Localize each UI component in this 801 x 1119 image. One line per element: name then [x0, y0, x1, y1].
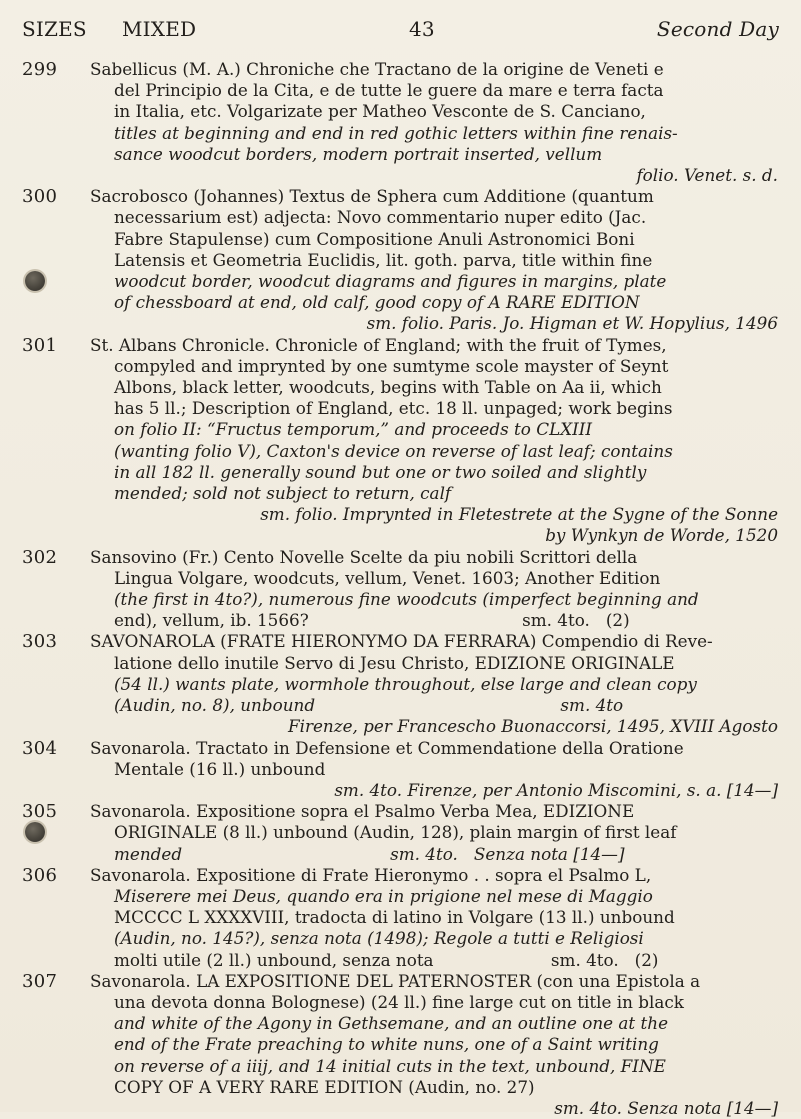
description-line: Albons, black letter, woodcuts, begins with Table on Aa ii, which: [114, 377, 662, 398]
lot-number: 305: [22, 801, 58, 823]
description-line: and white of the Agony in Gethsemane, and an outline one at the: [114, 1013, 668, 1034]
description-line: sance woodcut borders, modern portrait inserted, vellum: [114, 143, 603, 164]
lot-entry-306: [0, 865, 801, 971]
lot-list: [0, 59, 801, 1119]
description-line: titles at beginning and end in red gothic letters within fine renais-: [114, 122, 678, 143]
lot-description: [90, 738, 778, 802]
running-header: [22, 17, 779, 45]
description-line: mended sm. 4to. Senza nota [14—]: [114, 843, 625, 864]
description-line: (54 ll.) wants plate, wormhole throughout, else large and clean copy: [114, 673, 697, 694]
description-line: del Principio de la Cita, e de tutte le guere da mare e terra facta: [114, 80, 664, 101]
lot-entry-300: [0, 186, 801, 334]
description-line: (Audin, no. 145?), senza nota (1498); Regole a tutti e Religiosi: [114, 928, 644, 949]
description-line: end), vellum, ib. 1566? sm. 4to. (2): [114, 610, 630, 631]
description-line: Miserere mei Deus, quando era in prigione nel mese di Maggio: [114, 885, 653, 906]
lot-number: 306: [22, 864, 58, 886]
description-line: molti utile (2 ll.) unbound, senza nota sm. 4to. (2): [114, 949, 659, 970]
description-line: Lingua Volgare, woodcuts, vellum, Venet. 1603; Another Edition: [114, 567, 661, 588]
description-line: Savonarola. Expositione di Frate Hieronymo . . sopra el Psalmo L,: [90, 864, 652, 885]
lot-description: [90, 335, 778, 547]
description-line: (wanting folio V), Caxton's device on reverse of last leaf; contains: [114, 440, 673, 461]
description-line: Sabellicus (M. A.) Chroniche che Tractano de la origine de Veneti e: [90, 59, 664, 79]
page-number: 43: [409, 17, 435, 41]
description-line: MCCCC L XXXXVIII, tradocta di latino in Volgare (13 ll.) unbound: [114, 907, 675, 928]
lot-number: 299: [22, 59, 58, 80]
lot-entry-304: [0, 738, 801, 802]
lot-description: [90, 801, 778, 865]
description-line: mended; sold not subject to return, calf: [114, 483, 452, 504]
lot-number: 307: [22, 970, 58, 992]
lot-entry-303: [0, 631, 801, 737]
description-line: SAVONAROLA (FRATE HIERONYMO DA FERRARA) Compendio di Reve-: [90, 631, 713, 652]
description-line: has 5 ll.; Description of England, etc. 18 ll. unpaged; work begins: [114, 398, 673, 419]
lot-description: [90, 865, 778, 971]
lot-entry-305: [0, 801, 801, 865]
lot-description: [90, 59, 778, 186]
lot-description: [90, 631, 778, 737]
description-line: Savonarola. LA EXPOSITIONE DEL PATERNOSTER (con una Epistola a: [90, 970, 701, 991]
header-mixed: MIXED: [122, 17, 197, 41]
description-line: Sacrobosco (Johannes) Textus de Sphera cum Additione (quantum: [90, 186, 654, 207]
header-day: Second Day: [656, 17, 779, 41]
lot-number: 304: [22, 737, 58, 759]
description-line: Sansovino (Fr.) Cento Novelle Scelte da piu nobili Scrittori della: [90, 546, 638, 567]
description-line: of chessboard at end, old calf, good copy of A RARE EDITION: [114, 292, 640, 313]
lot-entry-302: [0, 547, 801, 632]
description-line: on reverse of a iiij, and 14 initial cuts in the text, unbound, FINE: [114, 1055, 666, 1076]
imprint-line: sm. folio. Paris. Jo. Higman et W. Hopylius, 1496: [366, 313, 778, 334]
description-line: woodcut border, woodcut diagrams and figures in margins, plate: [114, 271, 667, 292]
description-line: in all 182 ll. generally sound but one or two soiled and slightly: [114, 461, 647, 482]
imprint-line: sm. folio. Imprynted in Fletestrete at the Sygne of the Sonne: [260, 504, 778, 525]
description-line: (Audin, no. 8), unbound sm. 4to: [114, 695, 624, 716]
description-line: necessarium est) adjecta: Novo commentario nuper edito (Jac.: [114, 207, 647, 228]
imprint-line: by Wynkyn de Worde, 1520: [545, 525, 778, 546]
lot-description: [90, 547, 778, 632]
description-line: Savonarola. Tractato in Defensione et Commendatione della Oratione: [90, 737, 684, 758]
description-line: in Italia, etc. Volgarizate per Matheo Vesconte de S. Canciano,: [114, 101, 646, 122]
description-line: COPY OF A VERY RARE EDITION (Audin, no. 27): [114, 1076, 535, 1097]
description-line: end of the Frate preaching to white nuns, one of a Saint writing: [114, 1034, 659, 1055]
description-line: (the first in 4to?), numerous fine woodcuts (imperfect beginning and: [114, 589, 699, 610]
description-line: Fabre Stapulense) cum Compositione Anuli Astronomici Boni: [114, 228, 635, 249]
description-line: on folio II: “Fructus temporum,” and proceeds to CLXIII: [114, 419, 593, 440]
lot-number: 302: [22, 546, 58, 568]
description-line: ORIGINALE (8 ll.) unbound (Audin, 128), plain margin of first leaf: [114, 822, 677, 843]
lot-entry-299: [0, 59, 801, 186]
description-line: latione dello inutile Servo di Jesu Christo, EDIZIONE ORIGINALE: [114, 652, 675, 673]
description-line: Savonarola. Expositione sopra el Psalmo Verba Mea, EDIZIONE: [90, 801, 635, 822]
description-line: Mentale (16 ll.) unbound: [114, 758, 326, 779]
lot-entry-307: [0, 971, 801, 1119]
lot-description: [90, 971, 778, 1119]
lot-description: [90, 186, 778, 334]
imprint-line: Firenze, per Francescho Buonaccorsi, 1495, XVIII Agosto: [287, 716, 778, 737]
lot-entry-301: [0, 335, 801, 547]
description-line: una devota donna Bolognese) (24 ll.) fine large cut on title in black: [114, 991, 684, 1012]
imprint-line: folio. Venet. s. d.: [636, 165, 778, 186]
imprint-line: sm. 4to. Senza nota [14—]: [554, 1097, 778, 1118]
lot-number: 303: [22, 631, 58, 653]
header-sizes: SIZES: [22, 17, 87, 41]
lot-number: 301: [22, 334, 58, 356]
description-line: compyled and imprynted by one sumtyme scole mayster of Seynt: [114, 355, 669, 376]
imprint-line: sm. 4to. Firenze, per Antonio Miscomini, s. a. [14—]: [334, 779, 778, 800]
description-line: Latensis et Geometria Euclidis, lit. goth. parva, title within fine: [114, 249, 653, 270]
description-line: St. Albans Chronicle. Chronicle of England; with the fruit of Tymes,: [90, 334, 667, 355]
lot-number: 300: [22, 186, 58, 208]
